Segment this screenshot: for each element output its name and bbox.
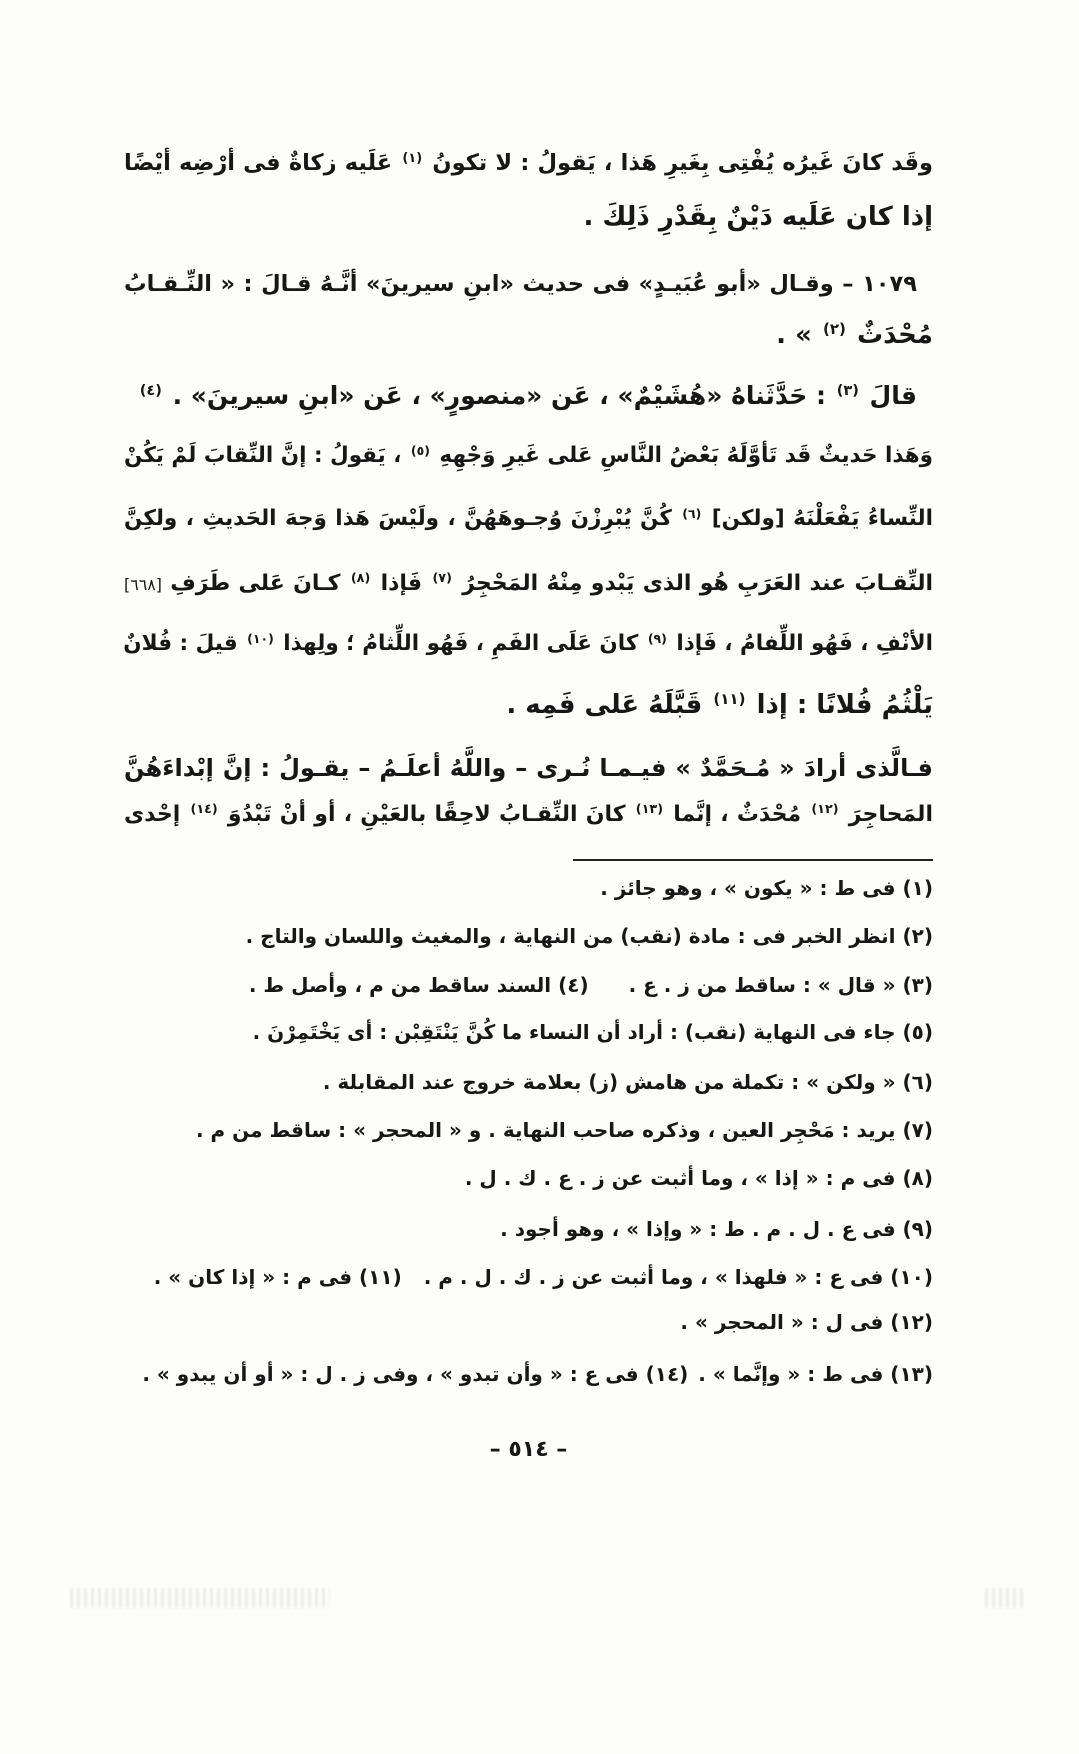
text-line-content: ١٠٧٩ – وقـال «أبو عُبَيـدٍ» فى حديث «ابنِ سيرينَ» أنَّـهُ قـالَ : « النِّـقـابُ <box>124 271 917 297</box>
page-number: – ٥١٤ – <box>489 1437 568 1462</box>
original-page-reference: [٦٦٨] <box>124 575 162 594</box>
footnote-ref-marker: (١١) <box>713 689 746 708</box>
footnote: (١٤) فى ع : « وأن تبدو » ، وفى ز . ل : « أو أن يبدو » . <box>142 1362 689 1386</box>
footnote: (١٢) فى ل : « المحجر » . <box>680 1310 933 1334</box>
text-line-content: النِّساءُ يَفْعَلْنَهُ [ولكن] $^{(٦)}$ كُنَّ يُبْرِزْنَ وُجـوهَهُنَّ ، ولَيْسَ هَذا وَجهَ الحَديثِ ، ولكِنَّ <box>124 505 933 531</box>
footnote-ref-marker: (٧) <box>432 571 452 587</box>
footnote-ref-marker: (٤) <box>139 383 162 400</box>
footnote-row <box>124 866 933 910</box>
footnote: (٩) فى ع . ل . م . ط : « وإذا » ، وهو أجود . <box>500 1217 933 1241</box>
footnote-ref-marker: (٥) <box>410 442 430 458</box>
footnote-ref-marker: (٩) <box>647 630 667 646</box>
text-line-content: قالَ $^{(٣)}$ : حَدَّثَناهُ «هُشَيْمٌ» ، عَن «منصورٍ» ، عَن «ابنِ سيرينَ» . $^{(٤)}$ <box>139 381 917 410</box>
footnote-row <box>124 1255 933 1299</box>
text-line-content: المَحاجِرَ $^{(١٢)}$ مُحْدَثٌ ، إنَّما $^{(١٣)}$ كانَ النِّقـابُ لاحِقًا بالعَيْنِ ، أو أنْ تَبْدُوَ $^{(١٤)}$ إحْدى <box>124 802 933 827</box>
footnote-row <box>124 1300 933 1344</box>
footnote: (١١) فى م : « إذا كان » . <box>153 1265 402 1289</box>
text-line-content: فـالَّذى أرادَ « مُـحَمَّدٌ » فيـمـا نُـرى – واللَّهُ أعلَـمُ – يقـولُ : إنَّ إبْداءَهُنَّ <box>124 754 933 782</box>
footnote-row <box>124 1108 933 1152</box>
footnote: (٨) فى م : « إذا » ، وما أثبت عن ز . ع . ك . ل . <box>464 1166 933 1190</box>
footnote: (١) فى ط : « يكون » ، وهو جائز . <box>600 876 933 900</box>
footnote-ref-marker: (١٢) <box>811 802 839 818</box>
text-line-content: مُحْدَثٌ $^{(٢)}$ » . <box>776 319 933 350</box>
footnote-row <box>124 1352 933 1396</box>
footnote: (١٠) فى ع : « فلهذا » ، وما أثبت عن ز . ك . ل . م . <box>423 1265 933 1289</box>
footnote-ref-marker: (٣) <box>836 383 859 400</box>
text-line-content: الأنْفِ ، فَهُو اللِّفامُ ، فَإذا $^{(٩)}$ كانَ عَلَى الفَمِ ، فَهُو اللِّثامُ ؛ ولِهذا $^{(١٠)}$ قيلَ : فُلانٌ <box>123 630 933 656</box>
footnote-ref-marker: (٦) <box>682 505 702 521</box>
footnote-ref-marker: (٨) <box>350 571 371 587</box>
footnote-ref-marker: (١٤) <box>190 802 218 818</box>
footnote-row <box>124 963 933 1007</box>
footnote-row <box>124 1207 933 1251</box>
footnote: (٤) السند ساقط من م ، وأصل ط . <box>248 973 589 997</box>
footnote-row <box>124 1060 933 1104</box>
footnote: (٢) انظر الخبر فى : مادة (نقب) من النهاية ، والمغيث واللسان والتاج . <box>245 924 933 948</box>
footnote: (٧) يريد : مَحْجِر العين ، وذكره صاحب النهاية . و « المحجر » : ساقط من م . <box>195 1118 933 1142</box>
footnote: (٥) جاء فى النهاية (نقب) : أراد أن النساء ما كُنَّ يَنْتَقِبْن : أى يَخْتَمِرْنَ . <box>252 1020 933 1044</box>
text-line-content: النِّقـابَ عند العَرَبِ هُو الذى يَبْدو مِنْهُ المَحْجِرُ $^{(٧)}$ فَإذا $^{(٨)}$ كـانَ عَلى طَرَفِ <box>170 571 933 596</box>
footnote: (١٣) فى ط : « وإنَّما » . <box>698 1362 933 1386</box>
footnote-row <box>124 1156 933 1200</box>
text-line-content: إذا كان عَلَيه دَيْنٌ بِقَدْرِ ذَلِكَ . <box>583 202 933 232</box>
footnotes <box>124 0 933 1420</box>
scan-artifact <box>985 1588 1025 1608</box>
scan-artifact <box>70 1588 330 1608</box>
footnote-row <box>124 1010 933 1054</box>
footnote-row <box>124 914 933 958</box>
text-line-content: يَلْثُمُ فُلانًا : إذا $^{(١١)}$ قَبَّلَهُ عَلى فَمِه . <box>506 689 933 720</box>
footnote-ref-marker: (١) <box>402 151 423 167</box>
footnote: (٦) « ولكن » : تكملة من هامش (ز) بعلامة خروج عند المقابلة . <box>322 1070 933 1094</box>
text-line-content: وقَد كانَ غَيرُه يُفْتِى بِغَيرِ هَذا ، يَقولُ : لا تكونُ $^{(١)}$ عَلَيه زكاةٌ فى أرْضِه أيْضًا <box>124 150 933 176</box>
footnote-ref-marker: (١٠) <box>247 630 274 646</box>
footnote-ref-marker: (١٣) <box>635 802 664 818</box>
text-line-content: وَهَذا حَديثٌ قَد تَأوَّلَهُ بَعْضُ النَّاسِ عَلى غَيرِ وَجْهِهِ $^{(٥)}$ ، يَقولُ : إنَّ النِّقابَ لَمْ يَكُنْ <box>124 442 934 468</box>
footnote: (٣) « قال » : ساقط من ز . ع . <box>628 973 933 997</box>
footnote-ref-marker: (٢) <box>822 319 846 338</box>
